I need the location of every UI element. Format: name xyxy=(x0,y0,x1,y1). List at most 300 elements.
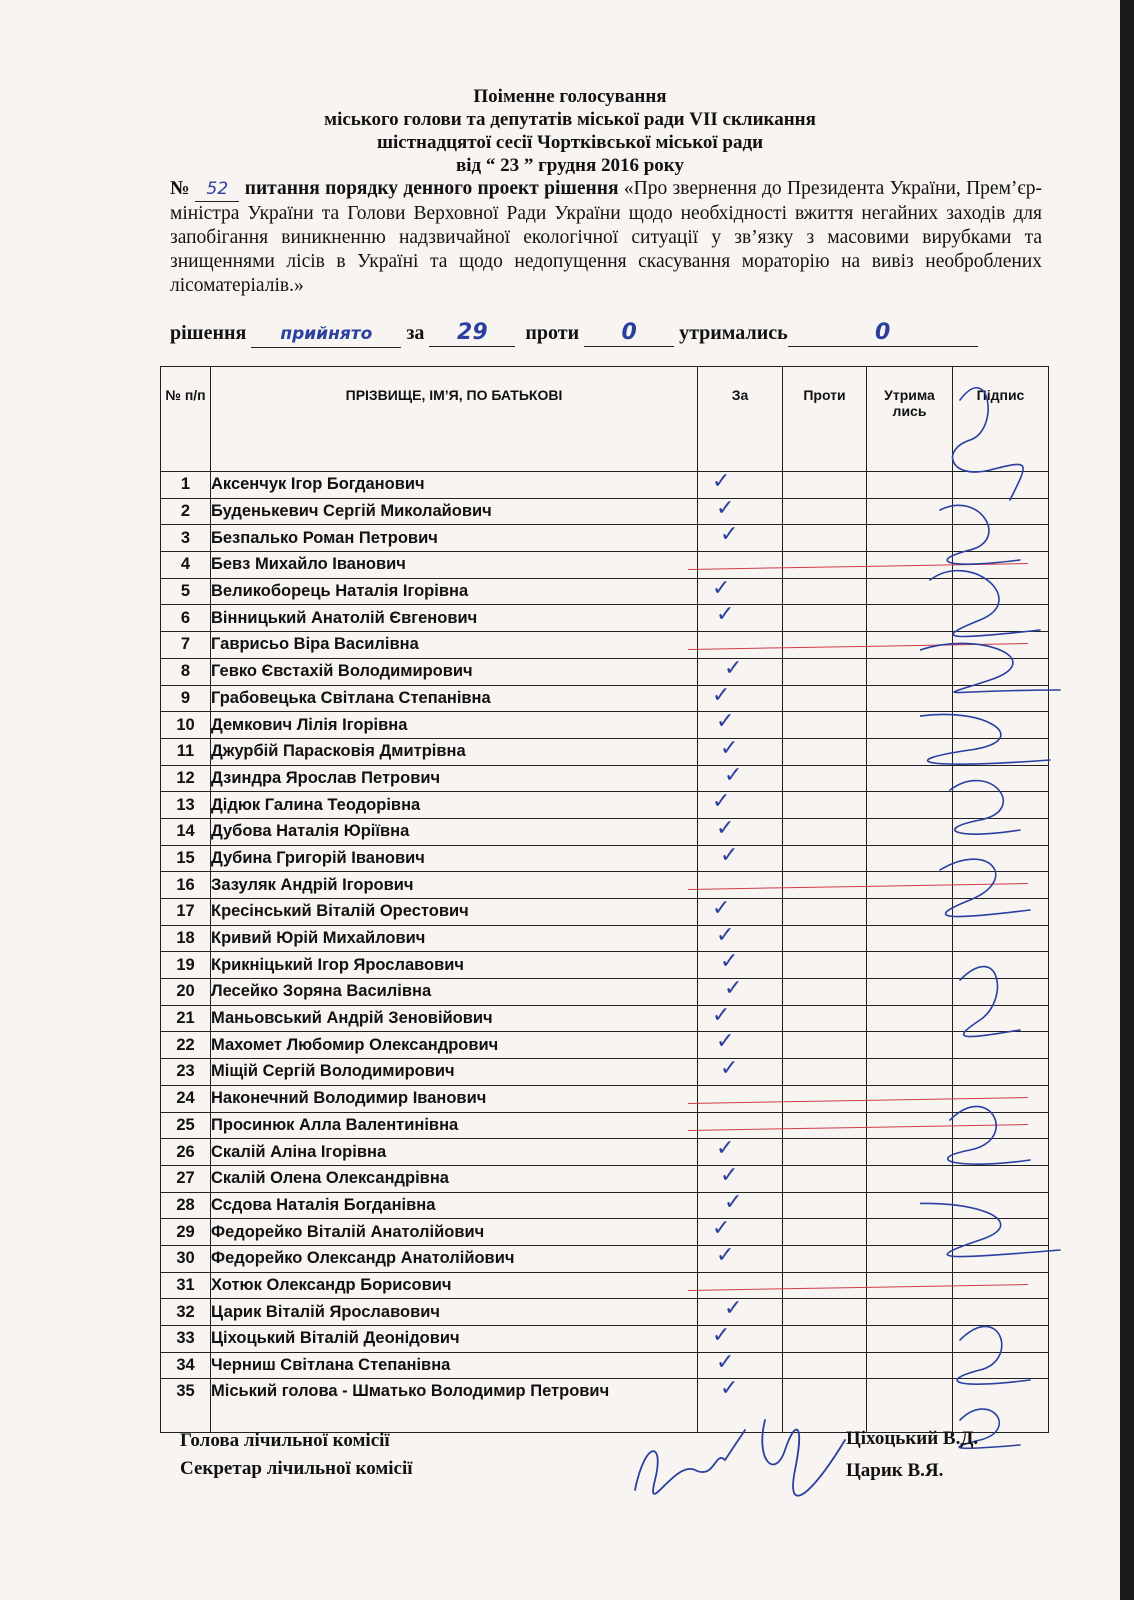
check-mark-icon: ✓ xyxy=(712,469,731,494)
abstain-cell xyxy=(867,952,953,979)
for-cell xyxy=(698,815,783,845)
abstain-cell xyxy=(867,1326,953,1353)
row-name: Вінницький Анатолій Євгенович xyxy=(211,605,698,632)
signature-cell xyxy=(953,899,1049,926)
for-cell xyxy=(698,1242,783,1272)
against-cell xyxy=(783,1326,867,1353)
check-mark-icon: ✓ xyxy=(716,815,735,841)
signature-cell xyxy=(953,498,1049,525)
signature-cell xyxy=(953,1272,1049,1299)
abstain-value: 0 xyxy=(875,320,891,345)
table-row xyxy=(161,552,1049,579)
header-num: № п/п xyxy=(161,367,211,472)
row-name: Ссдова Наталія Богданівна xyxy=(211,1192,698,1219)
decision-value: прийнято xyxy=(280,324,373,344)
row-name: Буденькевич Сергій Миколайович xyxy=(211,498,698,525)
against-cell xyxy=(783,818,867,845)
check-mark-icon: ✓ xyxy=(724,1189,743,1215)
abstain-cell xyxy=(867,1379,953,1433)
against-cell xyxy=(783,738,867,765)
abstain-cell xyxy=(867,578,953,605)
for-cell xyxy=(698,735,783,765)
row-number: 27 xyxy=(161,1165,211,1192)
row-number: 3 xyxy=(161,525,211,552)
signature-cell xyxy=(953,1165,1049,1192)
against-field xyxy=(584,320,674,347)
row-number: 6 xyxy=(161,605,211,632)
signature-cell xyxy=(953,1379,1049,1433)
abstain-label: утримались xyxy=(679,322,788,344)
row-name: Зазуляк Андрій Ігорович xyxy=(211,872,698,899)
for-cell xyxy=(698,976,783,1006)
table-row xyxy=(161,1112,1049,1139)
for-cell xyxy=(698,709,783,739)
row-number: 17 xyxy=(161,899,211,926)
row-name: Федорейко Віталій Анатолійович xyxy=(211,1219,698,1246)
check-mark-icon: ✓ xyxy=(716,495,735,521)
row-name: Дубина Григорій Іванович xyxy=(211,845,698,872)
decision-label: рішення xyxy=(170,322,247,344)
row-name: Федорейко Олександр Анатолійович xyxy=(211,1245,698,1272)
for-cell xyxy=(698,632,783,659)
for-cell xyxy=(698,922,783,952)
abstain-cell xyxy=(867,845,953,872)
row-name: Гевко Євстахій Володимирович xyxy=(211,658,698,685)
table-row xyxy=(161,1059,1049,1086)
row-name: Безпалько Роман Петрович xyxy=(211,525,698,552)
abstain-cell xyxy=(867,765,953,792)
row-number: 26 xyxy=(161,1139,211,1166)
for-cell xyxy=(698,762,783,792)
row-name: Великоборець Наталія Ігорівна xyxy=(211,578,698,605)
row-number: 16 xyxy=(161,872,211,899)
abstain-cell xyxy=(867,605,953,632)
table-row xyxy=(161,1005,1049,1032)
signature-cell xyxy=(953,578,1049,605)
abstain-cell xyxy=(867,818,953,845)
abstain-cell xyxy=(867,1112,953,1139)
check-mark-icon: ✓ xyxy=(716,1349,735,1375)
against-cell xyxy=(783,1192,867,1219)
check-mark-icon: ✓ xyxy=(720,1162,739,1188)
table-row xyxy=(161,818,1049,845)
against-cell xyxy=(783,1272,867,1299)
header-signature: Підпис xyxy=(953,367,1049,472)
row-number: 34 xyxy=(161,1352,211,1379)
table-row xyxy=(161,1139,1049,1166)
row-name: Маньовський Андрій Зеновійович xyxy=(211,1005,698,1032)
vote-table xyxy=(160,366,1049,1433)
against-cell xyxy=(783,1299,867,1326)
row-number: 25 xyxy=(161,1112,211,1139)
check-mark-icon: ✓ xyxy=(712,789,731,815)
row-number: 10 xyxy=(161,712,211,739)
table-row xyxy=(161,632,1049,659)
table-row xyxy=(161,525,1049,552)
row-name: Ціхоцький Віталій Деонідович xyxy=(211,1326,698,1353)
for-cell xyxy=(698,1112,783,1139)
row-number: 19 xyxy=(161,952,211,979)
abstain-cell xyxy=(867,925,953,952)
question-lead: питання порядку денного проект рішення xyxy=(244,178,619,199)
signature-cell xyxy=(953,1326,1049,1353)
for-cell xyxy=(698,1085,783,1112)
abstain-cell xyxy=(867,1059,953,1086)
table-row xyxy=(161,712,1049,739)
signature-cell xyxy=(953,1112,1049,1139)
for-cell xyxy=(698,522,783,552)
check-mark-icon: ✓ xyxy=(712,575,731,601)
against-label: проти xyxy=(525,322,580,344)
abstain-cell xyxy=(867,1085,953,1112)
table-row xyxy=(161,1165,1049,1192)
row-number: 29 xyxy=(161,1219,211,1246)
row-number: 21 xyxy=(161,1005,211,1032)
title-line-2: міського голови та депутатів міської ради VII скликання xyxy=(324,109,816,130)
table-header-row xyxy=(161,367,1049,472)
abstain-cell xyxy=(867,738,953,765)
check-mark-icon: ✓ xyxy=(712,1323,731,1348)
check-mark-icon: ✓ xyxy=(720,735,739,761)
table-row xyxy=(161,685,1049,712)
row-number: 4 xyxy=(161,552,211,579)
table-row xyxy=(161,1379,1049,1433)
against-cell xyxy=(783,1085,867,1112)
row-name: Кривий Юрій Михайлович xyxy=(211,925,698,952)
row-name: Бевз Михайло Іванович xyxy=(211,552,698,579)
check-mark-icon: ✓ xyxy=(720,949,739,975)
row-number: 9 xyxy=(161,685,211,712)
against-cell xyxy=(783,578,867,605)
abstain-cell xyxy=(867,498,953,525)
header-abstain: Утрима лись xyxy=(867,367,953,472)
for-cell xyxy=(698,1296,783,1326)
check-mark-icon: ✓ xyxy=(724,762,743,788)
signature-cell xyxy=(953,872,1049,899)
row-number: 24 xyxy=(161,1085,211,1112)
abstain-cell xyxy=(867,552,953,579)
table-row xyxy=(161,979,1049,1006)
signature-cell xyxy=(953,952,1049,979)
row-number: 11 xyxy=(161,738,211,765)
abstain-cell xyxy=(867,1219,953,1246)
abstain-cell xyxy=(867,712,953,739)
row-number: 18 xyxy=(161,925,211,952)
title-line-3: шістнадцятої сесії Чортківської міської ради xyxy=(376,132,764,153)
row-name: Кресінський Віталій Орестович xyxy=(211,899,698,926)
signature-cell xyxy=(953,712,1049,739)
row-name: Міський голова - Шматько Володимир Петрович xyxy=(211,1379,698,1433)
check-mark-icon: ✓ xyxy=(720,522,739,548)
title-line-4: від “ 23 ” грудня 2016 року xyxy=(456,155,684,176)
secretary-label: Секретар лічильної комісії xyxy=(180,1458,413,1479)
row-number: 8 xyxy=(161,658,211,685)
for-cell xyxy=(698,1349,783,1379)
check-mark-icon: ✓ xyxy=(716,922,735,948)
against-cell xyxy=(783,1165,867,1192)
header-against: Проти xyxy=(783,367,867,472)
table-row xyxy=(161,658,1049,685)
signature-cell xyxy=(953,658,1049,685)
signature-cell xyxy=(953,1192,1049,1219)
signature-cell xyxy=(953,765,1049,792)
for-cell xyxy=(698,842,783,872)
header-for: За xyxy=(698,367,783,472)
signature-cell xyxy=(953,925,1049,952)
against-cell xyxy=(783,712,867,739)
against-value: 0 xyxy=(621,320,637,345)
abstain-field xyxy=(788,320,978,347)
row-name: Лесейко Зоряна Василівна xyxy=(211,979,698,1006)
against-cell xyxy=(783,1219,867,1246)
row-name: Скалій Аліна Ігорівна xyxy=(211,1139,698,1166)
table-row xyxy=(161,1299,1049,1326)
row-number: 32 xyxy=(161,1299,211,1326)
row-name: Гаврисьо Віра Василівна xyxy=(211,632,698,659)
for-cell xyxy=(698,1136,783,1166)
check-mark-icon: ✓ xyxy=(720,1056,739,1082)
table-row xyxy=(161,1219,1049,1246)
against-cell xyxy=(783,872,867,899)
signature-cell xyxy=(953,685,1049,712)
signature-cell xyxy=(953,1059,1049,1086)
abstain-cell xyxy=(867,632,953,659)
row-name: Дідюк Галина Теодорівна xyxy=(211,792,698,819)
against-cell xyxy=(783,472,867,499)
secretary-name: Царик В.Я. xyxy=(846,1460,944,1481)
against-cell xyxy=(783,1245,867,1272)
row-name: Дзиндра Ярослав Петрович xyxy=(211,765,698,792)
against-cell xyxy=(783,1059,867,1086)
table-row xyxy=(161,845,1049,872)
for-cell xyxy=(698,1002,783,1032)
abstain-cell xyxy=(867,685,953,712)
against-cell xyxy=(783,845,867,872)
against-cell xyxy=(783,979,867,1006)
check-mark-icon: ✓ xyxy=(720,1376,739,1402)
abstain-cell xyxy=(867,1165,953,1192)
abstain-cell xyxy=(867,658,953,685)
for-cell xyxy=(698,1162,783,1192)
signature-cell xyxy=(953,632,1049,659)
against-cell xyxy=(783,925,867,952)
abstain-cell xyxy=(867,1032,953,1059)
against-cell xyxy=(783,498,867,525)
question-number-label: № xyxy=(170,178,191,199)
signature-cell xyxy=(953,979,1049,1006)
table-row xyxy=(161,899,1049,926)
for-cell xyxy=(698,602,783,632)
table-row xyxy=(161,952,1049,979)
table-row xyxy=(161,498,1049,525)
signature-cell xyxy=(953,818,1049,845)
for-cell xyxy=(698,575,783,605)
check-mark-icon: ✓ xyxy=(716,1136,735,1162)
against-cell xyxy=(783,632,867,659)
against-cell xyxy=(783,899,867,926)
for-value: 29 xyxy=(457,320,488,345)
abstain-cell xyxy=(867,872,953,899)
row-name: Царик Віталій Ярославович xyxy=(211,1299,698,1326)
for-cell xyxy=(698,1216,783,1246)
for-cell xyxy=(698,495,783,525)
abstain-cell xyxy=(867,525,953,552)
table-row xyxy=(161,605,1049,632)
signature-cell xyxy=(953,1005,1049,1032)
signature-cell xyxy=(953,792,1049,819)
abstain-cell xyxy=(867,1139,953,1166)
signature-cell xyxy=(953,1352,1049,1379)
signature-cell xyxy=(953,1085,1049,1112)
row-number: 5 xyxy=(161,578,211,605)
row-name: Хотюк Олександр Борисович xyxy=(211,1272,698,1299)
abstain-cell xyxy=(867,472,953,499)
for-label: за xyxy=(406,322,425,344)
against-cell xyxy=(783,952,867,979)
for-cell xyxy=(698,1189,783,1219)
signature-cell xyxy=(953,1245,1049,1272)
signature-cell xyxy=(953,845,1049,872)
signature-cell xyxy=(953,1299,1049,1326)
row-name: Наконечний Володимир Іванович xyxy=(211,1085,698,1112)
table-row xyxy=(161,472,1049,499)
abstain-cell xyxy=(867,1245,953,1272)
against-cell xyxy=(783,525,867,552)
row-number: 30 xyxy=(161,1245,211,1272)
check-mark-icon: ✓ xyxy=(712,896,731,921)
question-paragraph xyxy=(170,177,1042,298)
row-number: 23 xyxy=(161,1059,211,1086)
table-row xyxy=(161,792,1049,819)
commission-signatures xyxy=(615,1400,875,1510)
row-name: Просинюк Алла Валентинівна xyxy=(211,1112,698,1139)
against-cell xyxy=(783,792,867,819)
row-number: 1 xyxy=(161,472,211,499)
for-cell xyxy=(698,872,783,899)
for-cell xyxy=(698,789,783,819)
decision-line xyxy=(170,320,1050,348)
table-row xyxy=(161,1032,1049,1059)
check-mark-icon: ✓ xyxy=(724,1296,743,1322)
check-mark-icon: ✓ xyxy=(712,1002,731,1028)
table-row xyxy=(161,765,1049,792)
table-row xyxy=(161,925,1049,952)
abstain-cell xyxy=(867,899,953,926)
row-number: 15 xyxy=(161,845,211,872)
signature-cell xyxy=(953,472,1049,499)
row-name: Демкович Лілія Ігорівна xyxy=(211,712,698,739)
table-row xyxy=(161,1352,1049,1379)
for-cell xyxy=(698,1323,783,1353)
row-number: 13 xyxy=(161,792,211,819)
row-number: 2 xyxy=(161,498,211,525)
table-row xyxy=(161,1085,1049,1112)
chair-name: Ціхоцький В.Д. xyxy=(846,1428,979,1449)
chair-label: Голова лічильної комісії xyxy=(180,1430,390,1451)
row-name: Дубова Наталія Юріївна xyxy=(211,818,698,845)
row-number: 22 xyxy=(161,1032,211,1059)
row-number: 31 xyxy=(161,1272,211,1299)
header-name: ПРІЗВИЩЕ, ІМ’Я, ПО БАТЬКОВІ xyxy=(211,367,698,472)
for-cell xyxy=(698,1272,783,1299)
against-cell xyxy=(783,1352,867,1379)
row-name: Махомет Любомир Олександрович xyxy=(211,1032,698,1059)
signature-cell xyxy=(953,552,1049,579)
check-mark-icon: ✓ xyxy=(716,602,735,628)
check-mark-icon: ✓ xyxy=(716,709,735,735)
for-cell xyxy=(698,469,783,499)
for-cell xyxy=(698,655,783,685)
signature-cell xyxy=(953,738,1049,765)
check-mark-icon: ✓ xyxy=(724,976,743,1002)
for-cell xyxy=(698,552,783,579)
table-row xyxy=(161,1245,1049,1272)
against-cell xyxy=(783,685,867,712)
row-number: 28 xyxy=(161,1192,211,1219)
signature-cell xyxy=(953,1032,1049,1059)
against-cell xyxy=(783,765,867,792)
check-mark-icon: ✓ xyxy=(724,655,743,681)
row-name: Грабовецька Світлана Степанівна xyxy=(211,685,698,712)
against-cell xyxy=(783,1139,867,1166)
question-number-value: 52 xyxy=(206,179,229,199)
abstain-cell xyxy=(867,1005,953,1032)
row-name: Черниш Світлана Степанівна xyxy=(211,1352,698,1379)
check-mark-icon: ✓ xyxy=(712,1216,731,1242)
table-row xyxy=(161,1192,1049,1219)
for-cell xyxy=(698,1056,783,1086)
row-number: 14 xyxy=(161,818,211,845)
for-cell xyxy=(698,949,783,979)
table-row xyxy=(161,1326,1049,1353)
against-cell xyxy=(783,658,867,685)
row-number: 35 xyxy=(161,1379,211,1433)
signature-cell xyxy=(953,605,1049,632)
abstain-cell xyxy=(867,1299,953,1326)
signature-cell xyxy=(953,525,1049,552)
against-cell xyxy=(783,552,867,579)
for-cell xyxy=(698,682,783,712)
title-line-1: Поіменне голосування xyxy=(473,86,667,107)
check-mark-icon: ✓ xyxy=(720,842,739,868)
for-cell xyxy=(698,896,783,926)
row-name: Джурбій Парасковія Дмитрівна xyxy=(211,738,698,765)
row-number: 12 xyxy=(161,765,211,792)
abstain-cell xyxy=(867,792,953,819)
row-number: 20 xyxy=(161,979,211,1006)
check-mark-icon: ✓ xyxy=(716,1029,735,1055)
for-cell xyxy=(698,1029,783,1059)
vote-table-body xyxy=(161,469,1049,1433)
table-row xyxy=(161,1272,1049,1299)
abstain-cell xyxy=(867,979,953,1006)
row-number: 7 xyxy=(161,632,211,659)
table-row xyxy=(161,738,1049,765)
decision-field xyxy=(251,320,401,348)
question-number-field xyxy=(195,177,239,202)
abstain-cell xyxy=(867,1352,953,1379)
against-cell xyxy=(783,1032,867,1059)
table-row xyxy=(161,872,1049,899)
against-cell xyxy=(783,605,867,632)
row-name: Скалій Олена Олександрівна xyxy=(211,1165,698,1192)
row-name: Міщій Сергій Володимирович xyxy=(211,1059,698,1086)
row-number: 33 xyxy=(161,1326,211,1353)
check-mark-icon: ✓ xyxy=(712,682,731,708)
signature-cell xyxy=(953,1219,1049,1246)
abstain-cell xyxy=(867,1192,953,1219)
row-name: Крикніцький Ігор Ярославович xyxy=(211,952,698,979)
